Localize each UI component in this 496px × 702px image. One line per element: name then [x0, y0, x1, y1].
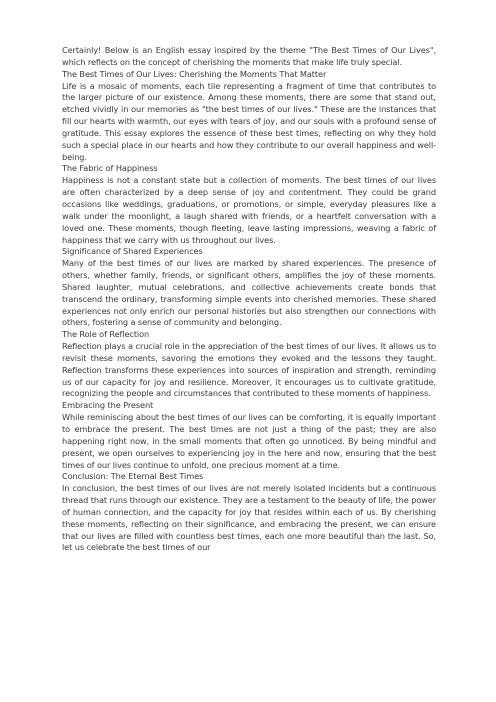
section-text-conclusion: In conclusion, the best times of our lives are not merely isolated incidents but a continuous thread that runs through our existence. They are a testament to the beauty of life, the power of human connection, and the capacity for joy that resides within each of us. By cherishing these moments, reflecting on their significance, and embracing the present, we can ensure that our lives are filled with countless best times, each one more beautiful than the last. So, let us celebrate the best times of our	[62, 483, 436, 553]
section-heading-role-of-reflection: The Role of Reflection	[62, 329, 150, 340]
section-text-fabric-of-happiness: Happiness is not a constant state but a collection of moments. The best times of our lives are often characterized by a deep sense of joy and contentment. They could be grand occasions like weddings, graduations, or promotions, or simple, everyday pleasures like a walk under the moonlight, a laugh shared with friends, or a heartfelt conversation with a loved one. These moments, though fleeting, leave lasting impressions, weaving a fabric of happiness that we carry with us throughout our lives.	[62, 175, 436, 245]
section-heading-shared-experiences: Significance of Shared Experiences	[62, 246, 203, 257]
section-text-shared-experiences: Many of the best times of our lives are marked by shared experiences. The presence of others, whether family, friends, or significant others, amplifies the joy of these moments. Shared laughter, mutual celebrations, and collective achievements create bonds that transcend the ordinary, transforming simple events into cherished memories. These shared experiences not only enrich our personal histories but also strengthen our connections with others, fostering a sense of community and belonging.	[62, 258, 436, 328]
section-heading-fabric-of-happiness: The Fabric of Happiness	[62, 163, 158, 174]
section-text-role-of-reflection: Reflection plays a crucial role in the appreciation of the best times of our lives. It allows us to revisit these moments, savoring the emotions they evoked and the lessons they taught. Reflection transforms these experiences into sources of inspiration and strength, reminding us of our capacity for joy and resilience. Moreover, it encourages us to cultivate gratitude, recognizing the people and circumstances that contributed to these moments of happiness.	[62, 341, 436, 399]
section-text-embracing-present: While reminiscing about the best times of our lives can be comforting, it is equally important to embrace the present. The best times are not just a thing of the past; they are also happening right now, in the small moments that often go unnoticed. By being mindful and present, we open ourselves to experiencing joy in the here and now, ensuring that the best times of our lives continue to unfold, one precious moment at a time.	[62, 412, 436, 470]
essay-title: The Best Times of Our Lives: Cherishing the Moments That Matter	[62, 68, 327, 79]
intro-text: Certainly! Below is an English essay inspired by the theme "The Best Times of Our Lives", which reflects on the concept of cherishing the moments that make life truly special.	[62, 45, 436, 67]
document-body	[62, 45, 436, 554]
intro-paragraph: Life is a mosaic of moments, each tile representing a fragment of time that contributes to the larger picture of our existence. Among these moments, there are some that stand out, etched vividly in our memories as "the best times of our lives." These are the instances that fill our hearts with warmth, our eyes with tears of joy, and our souls with a profound sense of gratitude. This essay explores the essence of these best times, reflecting on why they hold such a special place in our hearts and how they contribute to our overall happiness and well-being.	[62, 80, 436, 162]
section-heading-conclusion: Conclusion: The Eternal Best Times	[62, 471, 204, 482]
section-heading-embracing-present: Embracing the Present	[62, 400, 154, 411]
